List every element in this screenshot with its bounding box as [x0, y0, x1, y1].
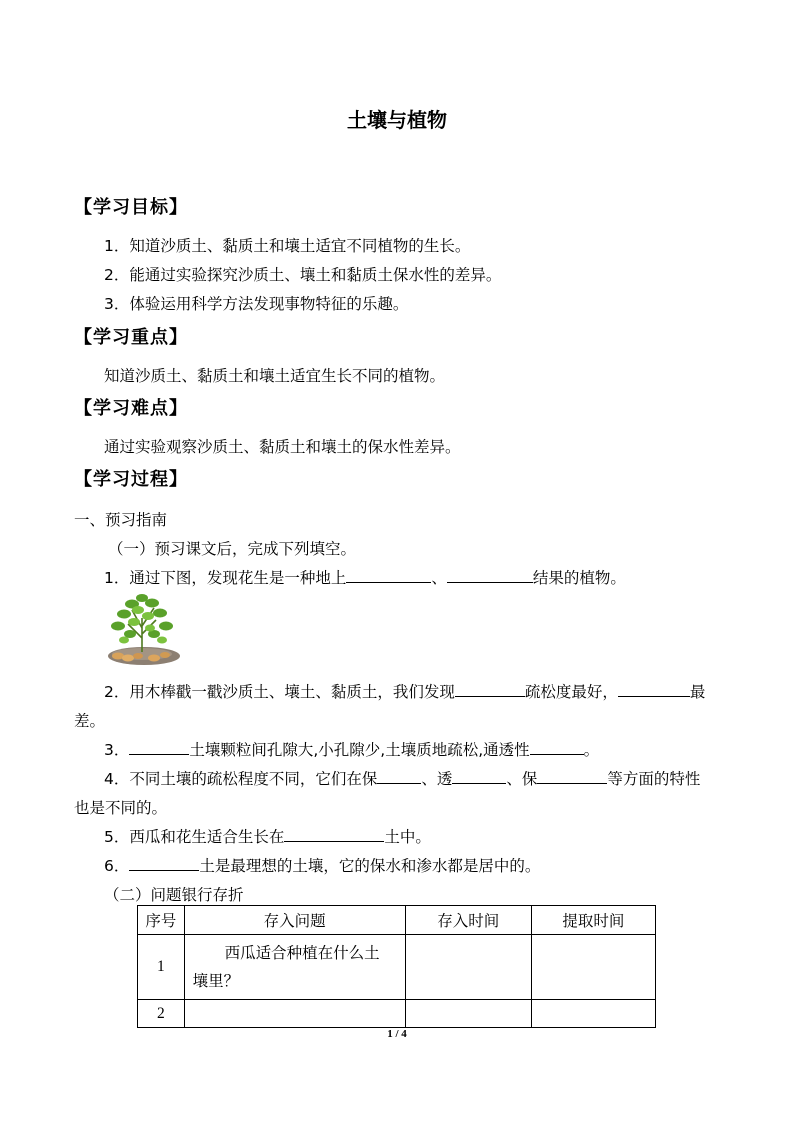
- question-2-wrap: 差。: [74, 712, 106, 730]
- difficulty-text: 通过实验观察沙质土、黏质土和壤土的保水性差异。: [104, 438, 461, 456]
- question-1-end: 结果的植物。: [532, 569, 626, 587]
- question-1-text: 1．通过下图，发现花生是一种地上: [104, 569, 347, 587]
- blank-field[interactable]: [618, 681, 690, 697]
- question-5: [104, 825, 431, 847]
- goal-item: 1．知道沙质土、黏质土和壤土适宜不同植物的生长。: [104, 237, 471, 255]
- blank-field[interactable]: [129, 855, 199, 871]
- blank-field[interactable]: [284, 826, 384, 842]
- col-header-question: 存入问题: [184, 906, 405, 935]
- question-3-end: 。: [583, 741, 600, 759]
- col-header-number: 序号: [138, 906, 185, 935]
- focus-text: 知道沙质土、黏质土和壤土适宜生长不同的植物。: [104, 367, 446, 385]
- question-1: [104, 566, 626, 588]
- question-2-text: 2．用木棒戳一戳沙质土、壤土、黏质土，我们发现: [104, 683, 455, 701]
- question-6-num: 6．: [104, 857, 130, 875]
- goals-heading: 【学习目标】: [74, 197, 188, 218]
- blank-field[interactable]: [537, 768, 607, 784]
- question-line: 壤里？: [192, 972, 240, 990]
- blank-field[interactable]: [346, 567, 431, 583]
- question-5-text: 5．西瓜和花生适合生长在: [104, 828, 285, 846]
- page-title: 土壤与植物: [347, 108, 447, 132]
- difficulty-heading: 【学习难点】: [74, 398, 188, 419]
- preview-label: 一、预习指南: [74, 511, 168, 529]
- question-4-text: 4．不同土壤的疏松程度不同，它们在保: [104, 770, 378, 788]
- table-row: [138, 935, 656, 1000]
- question-4-end: 等方面的特性: [607, 770, 701, 788]
- in-time-cell[interactable]: [405, 935, 531, 1000]
- question-2-mid: 疏松度最好，: [524, 683, 618, 701]
- question-3-text: 土壤颗粒间孔隙大,小孔隙少,土壤质地疏松,通透性: [189, 741, 530, 759]
- question-6-text: 土是最理想的土壤，它的保水和渗水都是居中的。: [199, 857, 541, 875]
- question-1-sep: 、: [431, 569, 447, 587]
- col-header-in-time: 存入时间: [405, 906, 531, 935]
- process-heading: 【学习过程】: [74, 469, 188, 490]
- blank-field[interactable]: [447, 567, 533, 583]
- out-time-cell[interactable]: [531, 935, 655, 1000]
- goal-item: 3．体验运用科学方法发现事物特征的乐趣。: [104, 295, 409, 313]
- goal-item: 2．能通过实验探究沙质土、壤土和黏质土保水性的差异。: [104, 266, 502, 284]
- question-bank-table: [137, 905, 656, 1028]
- question-4-wrap: 也是不同的。: [74, 799, 168, 817]
- preview-sub1: （一）预习课文后，完成下列填空。: [108, 540, 357, 558]
- question-3-num: 3．: [104, 741, 130, 759]
- focus-heading: 【学习重点】: [74, 327, 188, 348]
- row-number: 2: [138, 1000, 185, 1028]
- page-number: 1 / 4: [387, 1028, 407, 1040]
- blank-field[interactable]: [452, 768, 506, 784]
- question-2: [104, 680, 705, 702]
- question-4-sep1: 、透: [421, 770, 453, 788]
- table-header-row: [138, 906, 656, 935]
- blank-field[interactable]: [530, 739, 584, 755]
- question-2-end: 最: [689, 683, 706, 701]
- row-number: 1: [138, 935, 185, 1000]
- out-time-cell[interactable]: [531, 1000, 655, 1028]
- preview-sub2: （二）问题银行存折: [104, 886, 244, 904]
- question-line: 西瓜适合种植在什么土: [224, 944, 380, 962]
- question-6: [104, 854, 540, 876]
- question-5-end: 土中。: [384, 828, 431, 846]
- table-row: [138, 1000, 656, 1028]
- blank-field[interactable]: [455, 681, 525, 697]
- question-3: [104, 738, 599, 760]
- question-cell[interactable]: [184, 1000, 405, 1028]
- in-time-cell[interactable]: [405, 1000, 531, 1028]
- blank-field[interactable]: [129, 739, 189, 755]
- blank-field[interactable]: [377, 768, 421, 784]
- question-4-sep2: 、保: [506, 770, 538, 788]
- col-header-out-time: 提取时间: [531, 906, 655, 935]
- question-cell[interactable]: [184, 935, 405, 1000]
- question-4: [104, 767, 700, 789]
- peanut-plant-image: [104, 588, 180, 668]
